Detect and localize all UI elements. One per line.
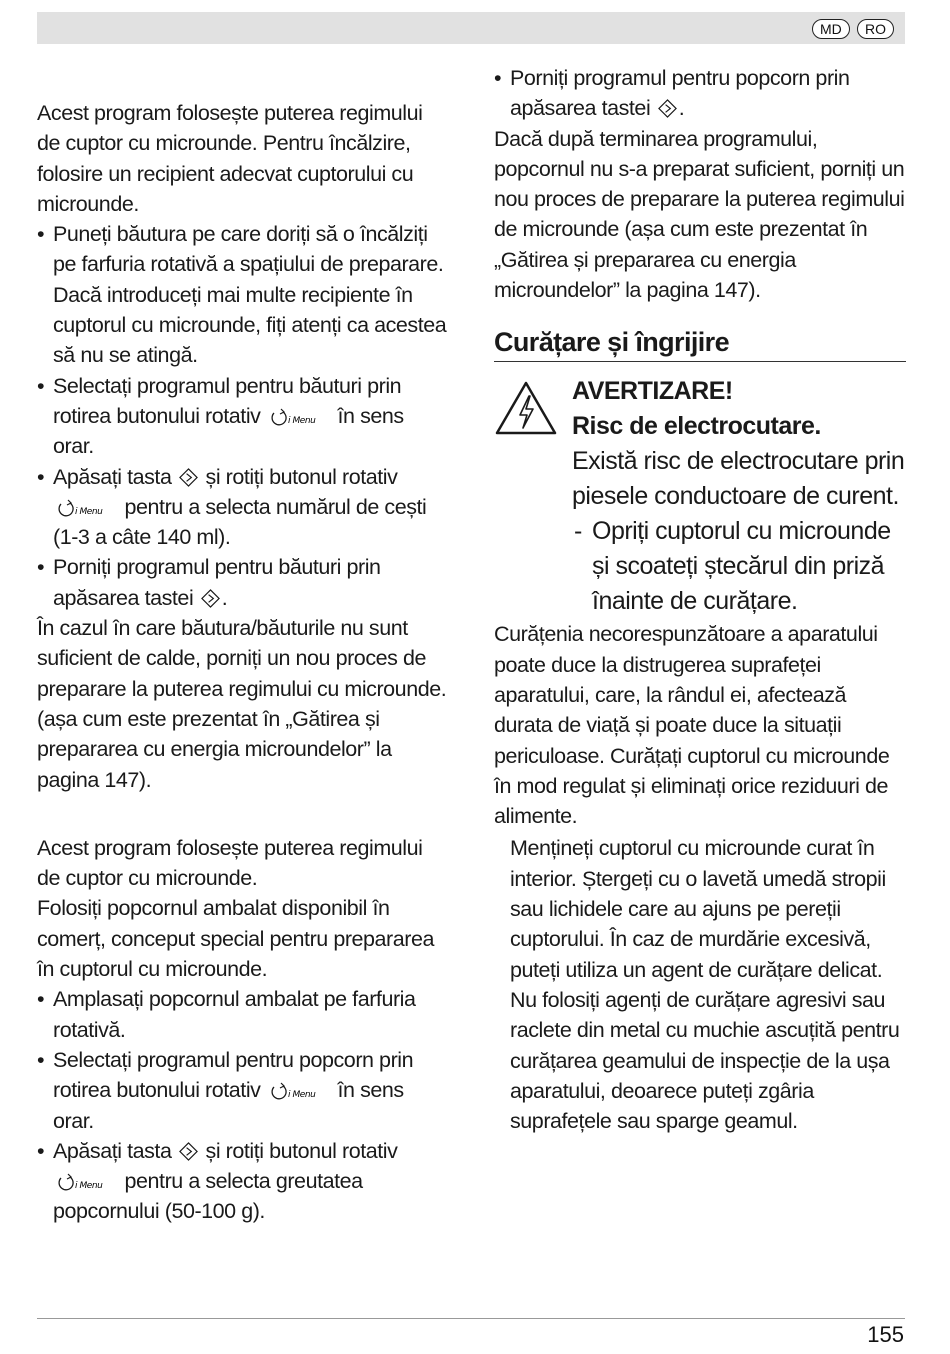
page-number: 155: [867, 1322, 904, 1347]
list-item-text: Apăsați tasta: [53, 1138, 172, 1163]
paragraph-beverage-intro: Acest program folosește puterea regimului de cuptor cu microunde. Pentru încălzire, folosire un recipient adecvat cuptorului cu microunde.: [37, 101, 423, 216]
bullet-dot: •: [37, 373, 45, 398]
list-item-text: și rotiți butonul rotativ: [205, 464, 398, 489]
warning-block: [494, 374, 906, 619]
list-item-text: Porniți programul pentru băuturi prin apăsarea tastei: [53, 555, 381, 610]
bullet-dot: •: [37, 464, 45, 489]
list-item-text: Selectați programul pentru băuturi prin rotirea butonului rotativ: [53, 373, 402, 428]
left-column: [37, 98, 449, 1227]
list-item: [37, 371, 449, 462]
paragraph-cleaning-instructions: Mențineți cuptorul cu microunde curat în interior. Ștergeți cu o lavetă umedă stropii sau lichidele care au ajuns pe pereții cuptorului. În caz de murdărie excesivă, puteți utiliza un agent de curățare delicat. Nu folosiți agenți de curățare agresivi sau raclete din metal cu muchie ascuțită pentru curățarea geamului de inspecție de la ușa aparatului, deoarece puteți zgâria suprafețele sau sparge geamul.: [510, 836, 900, 1134]
list-item-text: .: [221, 585, 228, 610]
start-key-icon: [658, 99, 677, 118]
language-badge-ro: RO: [857, 19, 894, 39]
list-item-text: Amplasați popcornul ambalat pe farfuria rotativă.: [53, 987, 416, 1042]
bullet-dot: •: [37, 987, 45, 1012]
list-item-text: pentru a selecta greutatea popcornului (50-100 g).: [53, 1169, 363, 1224]
paragraph-popcorn-package: Folosiți popcornul ambalat disponibil în comerț, conceput special pentru prepararea în cuptorul cu microunde.: [37, 896, 435, 982]
list-item-text: pentru a selecta numărul de cești (1-3 a câte 140 ml).: [53, 494, 427, 550]
list-item: [37, 219, 449, 370]
list-item: [37, 1045, 449, 1136]
list-item-text: Apăsați tasta: [53, 464, 172, 489]
svg-text:i Menu: i Menu: [75, 1181, 103, 1192]
bullet-dot: •: [37, 222, 45, 247]
list-item-text: Porniți programul pentru popcorn prin apăsarea tastei: [510, 66, 850, 121]
footer-divider: [37, 1318, 905, 1319]
rotary-knob-icon: [57, 496, 115, 516]
warning-title: AVERTIZARE!: [572, 377, 733, 406]
svg-text:i Menu: i Menu: [288, 1090, 316, 1101]
list-item: [37, 1136, 449, 1227]
bullet-dot: •: [37, 555, 45, 580]
right-column: [494, 63, 906, 1136]
list-item: [37, 462, 449, 553]
rotary-knob-icon: [270, 405, 328, 425]
list-item-text: în sens orar.: [53, 1078, 404, 1133]
svg-text:i Menu: i Menu: [75, 506, 103, 517]
section-title: Curățare și îngrijire: [494, 325, 906, 362]
bullet-dot: •: [37, 1047, 45, 1072]
rotary-knob-icon: [57, 1170, 115, 1190]
list-item: [37, 552, 449, 613]
start-key-icon: [201, 589, 220, 608]
list-item-text: și rotiți butonul rotativ: [205, 1138, 398, 1163]
start-key-icon: [179, 468, 198, 487]
paragraph-popcorn-note: Dacă după terminarea programului, popcornul nu s-a preparat suficient, porniți un nou proces de preparare la puterea regimului de microunde (așa cum este prezentat în „Gătirea și prepararea cu energia microundelor” la pagina 147).: [494, 126, 905, 303]
warning-text: Există risc de electrocutare prin piesele conductoare de curent.: [572, 447, 905, 511]
bullet-dot: •: [494, 66, 502, 90]
header-bar: [37, 12, 905, 44]
list-item: [37, 984, 449, 1045]
list-item-text: Puneți băutura pe care doriți să o încălziți pe farfuria rotativă a spațiului de preparare. Dacă introduceți mai multe recipiente în cuptorul cu microunde, fiți atenți ca acestea să nu se atingă.: [53, 222, 447, 368]
electric-hazard-icon: [494, 380, 558, 436]
paragraph-cleaning-risk: Curățenia necorespunzătoare a aparatului poate duce la distrugerea suprafeței aparatului, care, la rândul ei, afectează durata de viață și poate duce la situații periculoase. Curățați cuptorul cu microunde în mod regulat și eliminați orice reziduuri de alimente.: [494, 622, 890, 829]
start-key-icon: [179, 1142, 198, 1161]
warning-action-text: Opriți cuptorul cu microunde și scoateți ștecărul din priză înainte de curățare.: [592, 517, 891, 616]
paragraph-beverage-note: În cazul în care băutura/băuturile nu sunt suficient de calde, porniți un nou proces de preparare la puterea regimului cu microunde. (așa cum este prezentat în „Gătirea și prepararea cu energia microundelor” la pagina 147).: [37, 616, 447, 792]
rotary-knob-icon: [270, 1079, 328, 1099]
list-item-text: în sens orar.: [53, 403, 404, 459]
warning-subtitle: Risc de electrocutare.: [572, 412, 821, 441]
dash-marker: -: [574, 517, 582, 546]
list-item-text: Selectați programul pentru popcorn prin rotirea butonului rotativ: [53, 1047, 414, 1103]
svg-text:i Menu: i Menu: [288, 415, 316, 426]
paragraph-popcorn-intro: Acest program folosește puterea regimului de cuptor cu microunde.: [37, 835, 423, 891]
list-item: [494, 63, 906, 124]
warning-action: [572, 514, 906, 619]
bullet-dot: •: [37, 1138, 45, 1163]
language-badge-md: MD: [812, 19, 850, 39]
list-item-text: .: [678, 96, 685, 121]
